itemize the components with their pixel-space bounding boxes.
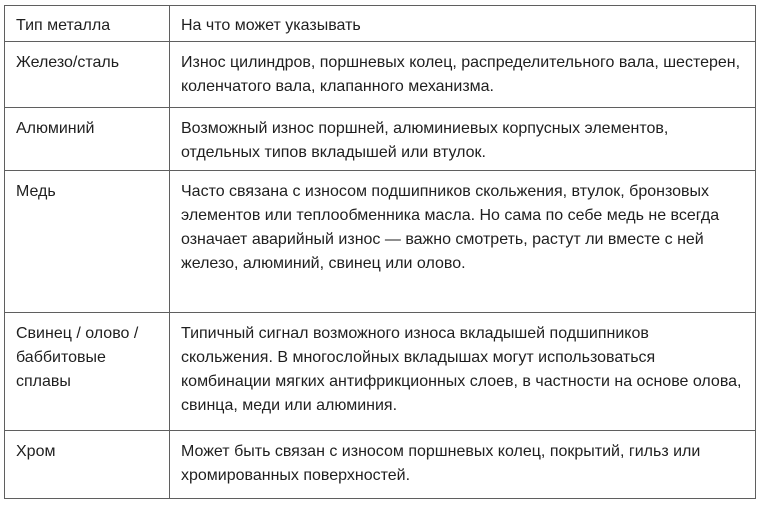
metal-name-cell: Медь	[5, 171, 170, 313]
metal-name-cell: Хром	[5, 431, 170, 499]
metal-name-cell: Железо/сталь	[5, 42, 170, 108]
table-row	[5, 313, 756, 431]
metal-meaning-cell: Часто связана с износом подшипников скольжения, втулок, бронзовых элементов или теплообменника масла. Но сама по себе медь не всегда означает аварийный износ — важно смотреть, растут ли вместе с ней железо, алюминий, свинец или олово.	[170, 171, 756, 313]
table-row	[5, 431, 756, 499]
metals-table	[4, 5, 756, 499]
table-row	[5, 42, 756, 108]
metal-name-cell: Свинец / олово / баббитовые сплавы	[5, 313, 170, 431]
header-indication: На что может указывать	[170, 6, 756, 42]
metal-meaning-cell: Типичный сигнал возможного износа вкладышей подшипников скольжения. В многослойных вкладышах могут использоваться комбинации мягких антифрикционных слоев, в частности на основе олова, свинца, меди или алюминия.	[170, 313, 756, 431]
table-row	[5, 171, 756, 313]
metal-name-cell: Алюминий	[5, 108, 170, 171]
metal-meaning-cell: Может быть связан с износом поршневых колец, покрытий, гильз или хромированных поверхностей.	[170, 431, 756, 499]
table-row	[5, 108, 756, 171]
metal-meaning-cell: Износ цилиндров, поршневых колец, распределительного вала, шестерен, коленчатого вала, клапанного механизма.	[170, 42, 756, 108]
table-header-row	[5, 6, 756, 42]
metal-meaning-cell: Возможный износ поршней, алюминиевых корпусных элементов, отдельных типов вкладышей или втулок.	[170, 108, 756, 171]
header-metal-type: Тип металла	[5, 6, 170, 42]
